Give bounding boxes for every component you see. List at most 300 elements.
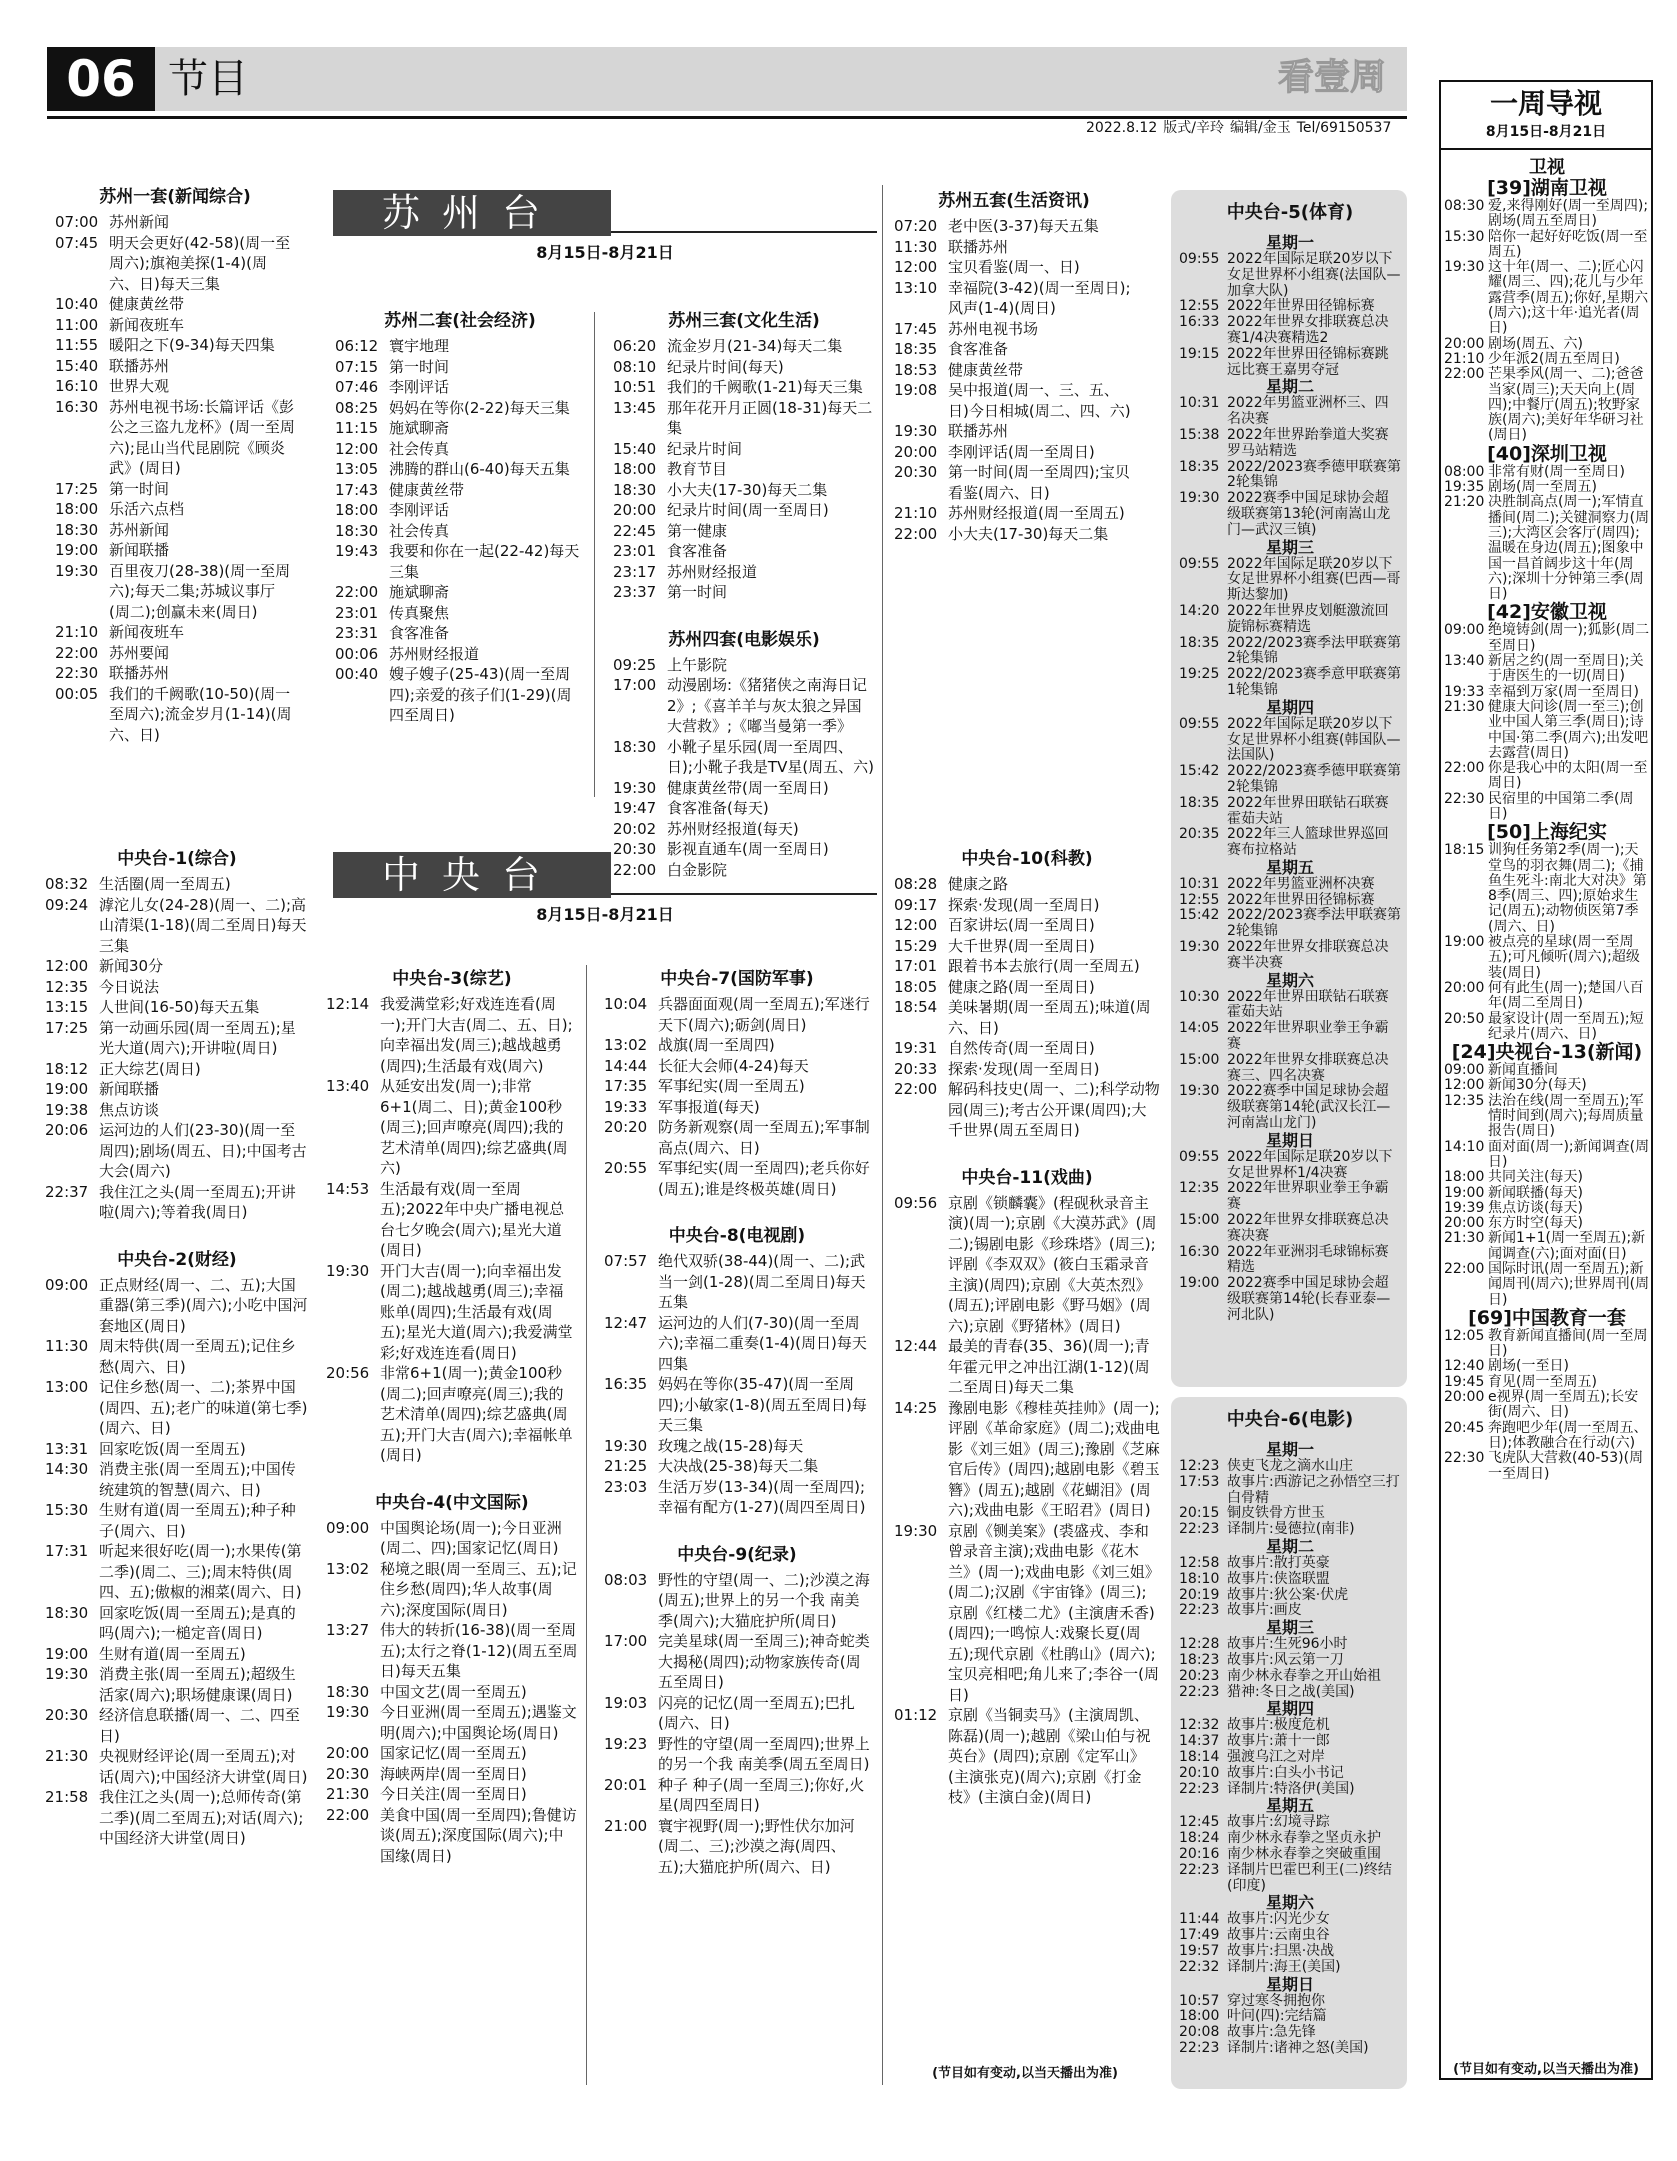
schedule-row bbox=[613, 521, 875, 542]
time: 22:45 bbox=[613, 521, 657, 540]
schedule-row bbox=[613, 860, 875, 881]
schedule-row bbox=[1444, 230, 1650, 261]
sidebar-note: (节目如有变动,以当天播出为准) bbox=[1453, 2062, 1639, 2077]
time: 19:45 bbox=[1444, 1373, 1485, 1390]
schedule-row bbox=[1179, 315, 1401, 347]
schedule-row bbox=[1179, 1213, 1401, 1245]
schedule-row bbox=[894, 936, 1160, 957]
time: 19:38 bbox=[45, 1100, 89, 1119]
time: 21:20 bbox=[1444, 494, 1485, 511]
program: 我住江之头(周一);总师传奇(第二季)(周二至周五);对话(周六);中国经济大讲堂(周日) bbox=[99, 1788, 304, 1847]
program: 野性的守望(周一至周四);世界上的另一个我 南美季(周五至周日) bbox=[658, 1734, 870, 1773]
program: 李刚评话 bbox=[389, 378, 450, 396]
program: 种子 种子(周一至周三);你好,火星(周四至周日) bbox=[658, 1775, 865, 1814]
channel-title: 中央台-11(戏曲) bbox=[961, 1167, 1093, 1188]
program: 新闻联播 bbox=[109, 541, 170, 559]
schedule-row bbox=[604, 1775, 870, 1816]
program: 2022年世界女排联赛总决赛1/4决赛精选2 bbox=[1227, 314, 1389, 346]
program: 2022年国际足联20岁以下女足世界杯小组赛(法国队—加拿大队) bbox=[1227, 251, 1401, 299]
issue-date: 2022.8.12 bbox=[1086, 120, 1158, 136]
program: 故事片:西游记之孙悟空三打白骨精 bbox=[1227, 1473, 1400, 1506]
schedule-row bbox=[894, 1079, 1160, 1141]
program: 译制片:曼德拉(南非) bbox=[1227, 1521, 1355, 1538]
program: 新居之约(周一至周日);关于唐医生的一切(周日) bbox=[1488, 653, 1644, 685]
time: 19:30 bbox=[894, 422, 938, 440]
time: 09:00 bbox=[326, 1518, 370, 1537]
time: 13:00 bbox=[45, 1378, 89, 1396]
time: 11:55 bbox=[55, 336, 99, 354]
schedule-row bbox=[604, 994, 870, 1035]
time: 11:15 bbox=[335, 419, 379, 437]
time: 12:58 bbox=[1179, 1554, 1220, 1571]
program: 2022赛季中国足球协会超级联赛第13轮(河南嵩山龙门—武汉三镇) bbox=[1227, 490, 1391, 538]
time: 19:33 bbox=[1444, 683, 1485, 700]
time: 11:30 bbox=[45, 1337, 89, 1355]
time: 09:00 bbox=[1444, 622, 1485, 639]
time: 14:25 bbox=[894, 1398, 938, 1417]
time: 10:40 bbox=[55, 295, 99, 313]
time: 22:32 bbox=[1179, 1958, 1220, 1975]
schedule-row bbox=[1179, 1750, 1401, 1766]
program: 健康黄丝带 bbox=[948, 360, 1024, 379]
program: 食客准备(每天) bbox=[667, 799, 769, 817]
time: 19:15 bbox=[1179, 345, 1220, 362]
schedule-row bbox=[335, 664, 585, 726]
brand-logo: 看壹周 bbox=[1278, 57, 1387, 98]
channel-title: 中央台-7(国防军事) bbox=[660, 969, 814, 989]
sidebar-title: 一周导视 bbox=[1489, 87, 1602, 120]
schedule-row bbox=[1179, 796, 1401, 828]
program: 2022年国际足联20岁以下女足世界杯1/4决赛 bbox=[1227, 1148, 1393, 1181]
schedule-row bbox=[55, 684, 295, 746]
time: 14:37 bbox=[1179, 1733, 1220, 1750]
schedule-row bbox=[335, 418, 585, 439]
program: 长征大会师(4-24)每天 bbox=[658, 1056, 809, 1075]
time: 06:20 bbox=[613, 337, 657, 355]
program: 2022/2023赛季法甲联赛第2轮集锦 bbox=[1227, 634, 1401, 667]
time: 20:00 bbox=[1444, 979, 1485, 996]
schedule-row bbox=[335, 582, 585, 603]
schedule-row bbox=[1444, 1186, 1650, 1201]
schedule-row bbox=[1179, 396, 1401, 428]
cctv-dates: 8月15日-8月21日 bbox=[536, 905, 674, 924]
schedule-row bbox=[1179, 252, 1401, 299]
section-title: 节目 bbox=[168, 56, 248, 102]
time: 12:23 bbox=[1179, 1458, 1220, 1474]
schedule-row bbox=[326, 1620, 578, 1682]
schedule-row bbox=[613, 839, 875, 860]
program: 故事片:风云第一刀 bbox=[1227, 1651, 1344, 1668]
program: 第一动画乐园(周一至周五);星光大道(周六);开讲啦(周日) bbox=[99, 1018, 296, 1057]
schedule-row bbox=[894, 360, 1134, 381]
schedule-row bbox=[604, 1313, 870, 1375]
schedule-row bbox=[335, 500, 585, 521]
schedule-row bbox=[326, 1805, 578, 1867]
time: 13:05 bbox=[335, 460, 379, 478]
schedule-row bbox=[1179, 667, 1401, 699]
time: 22:00 bbox=[613, 860, 657, 879]
schedule-row bbox=[894, 278, 1134, 319]
time: 19:30 bbox=[1179, 939, 1220, 956]
schedule-row bbox=[1179, 604, 1401, 636]
program: 自然传奇(周一至周日) bbox=[948, 1039, 1095, 1057]
time: 18:35 bbox=[1179, 458, 1220, 475]
schedule-row bbox=[1444, 623, 1650, 654]
time: 12:55 bbox=[1179, 891, 1220, 908]
channel-title: 苏州一套(新闻综合) bbox=[99, 187, 251, 207]
program: 2022年世界田径锦标赛 bbox=[1227, 298, 1375, 315]
time: 23:01 bbox=[335, 603, 379, 622]
col-suzhou1 bbox=[55, 178, 295, 745]
program: 李刚评话 bbox=[389, 501, 450, 519]
schedule-row bbox=[613, 655, 875, 676]
program: 妈妈在等你(35-47)(周一至周四);小敏家(1-8)(周五至周日)每天三集 bbox=[658, 1375, 867, 1434]
time: 20:45 bbox=[1444, 1419, 1485, 1436]
schedule-row bbox=[55, 643, 295, 664]
schedule-row bbox=[1179, 1245, 1401, 1277]
time: 13:15 bbox=[45, 998, 89, 1016]
program: 嫂子嫂子(25-43)(周一至周四);亲爱的孩子们(1-29)(周四至周日) bbox=[389, 665, 572, 724]
schedule-row bbox=[1444, 337, 1650, 352]
channel-title: 中央台-9(纪录) bbox=[677, 1544, 797, 1565]
program: 教育新闻直播间(周一至周日) bbox=[1488, 1327, 1648, 1360]
program: 妈妈在等你(2-22)每天三集 bbox=[389, 398, 570, 417]
program: 军事报道(每天) bbox=[658, 1097, 760, 1116]
schedule-row bbox=[894, 462, 1134, 503]
program: 那年花开月正圆(18-31)每天二集 bbox=[667, 398, 873, 437]
program: 故事片:狄公案·伏虎 bbox=[1227, 1586, 1349, 1603]
program: 故事片:萧十一郎 bbox=[1227, 1733, 1330, 1750]
schedule-row bbox=[45, 1100, 309, 1121]
time: 20:50 bbox=[1444, 1010, 1485, 1027]
schedule-row bbox=[894, 1705, 1160, 1808]
time: 15:30 bbox=[1444, 228, 1485, 245]
schedule-row bbox=[1179, 1815, 1401, 1831]
program: 2022年世界女排联赛总决赛三、四名决赛 bbox=[1227, 1051, 1389, 1084]
time: 12:00 bbox=[894, 258, 938, 276]
time: 07:20 bbox=[894, 217, 938, 235]
time: 20:35 bbox=[1179, 826, 1220, 843]
program: 飞虎队大营救(40-53)(周一至周日) bbox=[1488, 1450, 1644, 1482]
time: 10:31 bbox=[1179, 875, 1220, 892]
program: 苏州电视书场 bbox=[948, 319, 1039, 338]
time: 12:05 bbox=[1444, 1327, 1485, 1344]
divider bbox=[594, 312, 595, 797]
time: 14:44 bbox=[604, 1056, 648, 1075]
schedule-row bbox=[1444, 700, 1650, 761]
time: 12:40 bbox=[1444, 1358, 1485, 1375]
schedule-row bbox=[55, 561, 295, 623]
time: 17:35 bbox=[604, 1077, 648, 1095]
schedule-row bbox=[55, 540, 295, 561]
time: 19:30 bbox=[326, 1703, 370, 1721]
time: 22:23 bbox=[1179, 1521, 1220, 1538]
schedule-row bbox=[1179, 347, 1401, 379]
program: 从延安出发(周一);非常6+1(周二、日);黄金100秒(周三);回声嘹亮(周四);我的艺术清单(周四);综艺盛典(周六) bbox=[380, 1077, 568, 1177]
time: 17:49 bbox=[1179, 1927, 1220, 1944]
schedule-row bbox=[326, 1518, 578, 1559]
time: 19:30 bbox=[1444, 259, 1485, 276]
schedule-row bbox=[326, 1179, 578, 1261]
time: 18:35 bbox=[1179, 634, 1220, 651]
header-bar bbox=[47, 47, 1407, 111]
program: 穿过寒冬拥抱你 bbox=[1227, 1992, 1325, 2009]
schedule-row bbox=[1179, 1928, 1401, 1944]
program: 我爱满堂彩;好戏连连看(周一);开门大吉(周二、五、日);向幸福出发(周三);越战越勇(周四);生活最有戏(周六) bbox=[380, 995, 573, 1075]
schedule-row bbox=[326, 1559, 578, 1621]
time: 22:00 bbox=[894, 1080, 938, 1098]
program: 生财有道(周一至周五) bbox=[99, 1644, 246, 1663]
schedule-row bbox=[1179, 1475, 1401, 1507]
program: 美食中国(周一至周四);鲁健访谈(周五);深度国际(周六);中国缘(周日) bbox=[380, 1805, 577, 1865]
program: 联播苏州 bbox=[109, 664, 170, 682]
time: 18:24 bbox=[1179, 1830, 1220, 1847]
time: 01:12 bbox=[894, 1706, 938, 1724]
time: 14:30 bbox=[45, 1460, 89, 1478]
schedule-row bbox=[55, 376, 295, 397]
program: 我们的千阙歌(10-50)(周一至周六);流金岁月(1-14)(周六、日) bbox=[109, 684, 292, 744]
time: 07:57 bbox=[604, 1252, 648, 1270]
time: 20:30 bbox=[326, 1764, 370, 1783]
time: 20:15 bbox=[1179, 1505, 1220, 1522]
time: 16:30 bbox=[1179, 1243, 1220, 1260]
time: 19:30 bbox=[604, 1436, 648, 1455]
program: 中国舆论场(周一);今日亚洲(周二、四);国家记忆(周日) bbox=[380, 1518, 562, 1557]
time: 11:30 bbox=[894, 237, 938, 256]
program: 2022年三人篮球世界巡回赛布拉格站 bbox=[1227, 826, 1389, 859]
schedule-row bbox=[45, 1059, 309, 1080]
time: 00:06 bbox=[335, 644, 379, 663]
schedule-row bbox=[1179, 2025, 1401, 2041]
page-meta bbox=[1080, 118, 1391, 138]
schedule-row bbox=[604, 1631, 870, 1693]
schedule-row bbox=[604, 1374, 870, 1436]
time: 12:28 bbox=[1179, 1636, 1220, 1653]
time: 09:24 bbox=[45, 895, 89, 914]
program: 寰宇视野(周一);野性伏尔加河(周二、三);沙漠之海(周四、五);大猫庇护所(周六、日) bbox=[658, 1816, 855, 1876]
program: 故事片:生死96小时 bbox=[1227, 1636, 1348, 1653]
program: 健康之路 bbox=[948, 875, 1009, 893]
program: 小大夫(17-30)每天二集 bbox=[667, 480, 828, 499]
schedule-row bbox=[45, 997, 309, 1018]
time: 18:30 bbox=[613, 480, 657, 499]
program: 新闻30分(每天) bbox=[1488, 1077, 1587, 1094]
program: 侠吏飞龙之滴水山庄 bbox=[1227, 1458, 1353, 1474]
schedule-row bbox=[45, 1459, 309, 1500]
schedule-row bbox=[45, 1541, 309, 1603]
time: 21:30 bbox=[1444, 1230, 1485, 1247]
time: 16:35 bbox=[604, 1375, 648, 1393]
suzhou-band-line bbox=[611, 231, 877, 233]
channel-title: [24]央视台-13(新闻) bbox=[1451, 1041, 1643, 1064]
schedule-row bbox=[1444, 685, 1650, 700]
program: 探索·发现(周一至周日) bbox=[948, 895, 1100, 914]
program: 宝贝看鉴(周一、日) bbox=[948, 258, 1080, 276]
schedule-row bbox=[335, 459, 585, 480]
time: 11:44 bbox=[1179, 1911, 1220, 1928]
schedule-row bbox=[894, 524, 1134, 545]
program: 法治在线(周一至周五);军情时间到(周六);每周质量报告(周日) bbox=[1488, 1092, 1644, 1140]
program: 2022/2023赛季德甲联赛第2轮集锦 bbox=[1227, 458, 1401, 491]
schedule-row bbox=[1179, 827, 1401, 859]
program: 生财有道(周一至周五);种子种子(周六、日) bbox=[99, 1501, 296, 1540]
time: 07:00 bbox=[55, 213, 99, 231]
time: 18:00 bbox=[335, 501, 379, 519]
time: 15:29 bbox=[894, 936, 938, 955]
program: 2022年世界职业拳王争霸赛 bbox=[1227, 1020, 1389, 1053]
schedule-row bbox=[1179, 557, 1401, 604]
schedule-row bbox=[1179, 1276, 1401, 1323]
program: 军事纪实(周一至周四);老兵你好(周五);谁是终极英雄(周日) bbox=[658, 1159, 870, 1198]
weekday: 星期六 bbox=[1265, 970, 1314, 990]
schedule-row bbox=[335, 603, 585, 624]
program: 生活圈(周一至周五) bbox=[99, 875, 231, 893]
channel-title: 中央台-2(财经) bbox=[117, 1249, 237, 1270]
time: 19:30 bbox=[613, 778, 657, 797]
program: 豫剧电影《穆桂英挂帅》(周一);评剧《革命家庭》(周二);戏曲电影《刘三姐》(周三);豫剧《芝麻官后传》(周四);越剧电影《碧玉簪》(周五);越剧《花蝴泪》(周六);戏曲电影《王昭君》(周日) bbox=[948, 1398, 1160, 1519]
program: 联播苏州 bbox=[109, 356, 170, 375]
col-cctv6 bbox=[1179, 1403, 1401, 2057]
time: 10:04 bbox=[604, 995, 648, 1013]
schedule-row bbox=[326, 1743, 578, 1764]
program: 海峡两岸(周一至周日) bbox=[380, 1764, 527, 1783]
time: 19:00 bbox=[1179, 1275, 1220, 1292]
program: 第一时间 bbox=[389, 357, 450, 376]
program: 乐活六点档 bbox=[109, 500, 185, 518]
program: 社会传真 bbox=[389, 439, 450, 458]
time: 09:17 bbox=[894, 895, 938, 914]
program: 玫瑰之战(15-28)每天 bbox=[658, 1436, 804, 1455]
editor-credit: 编辑/金玉 bbox=[1229, 120, 1291, 136]
schedule-row bbox=[1444, 1094, 1650, 1140]
schedule-row bbox=[1179, 1685, 1401, 1701]
schedule-row bbox=[1179, 1782, 1401, 1798]
schedule-row bbox=[604, 1734, 870, 1775]
col-suzhou2 bbox=[335, 302, 585, 726]
weekday: 星期一 bbox=[1265, 233, 1314, 252]
schedule-row bbox=[45, 956, 309, 977]
program: 暖阳之下(9-34)每天四集 bbox=[109, 336, 275, 354]
schedule-row bbox=[1444, 843, 1650, 935]
time: 19:47 bbox=[613, 799, 657, 817]
program: 听起来很好吃(周一);水果传(第二季)(周二、三);周末特供(周四、五);傲椒的湘菜(周六、日) bbox=[99, 1542, 302, 1601]
program: 记住乡愁(周一、二);茶界中国(周四、五);老广的味道(第七季)(周六、日) bbox=[99, 1378, 308, 1437]
program: 新闻直播间 bbox=[1488, 1062, 1558, 1079]
program: e视界(周一至周五);长安街(周六、日) bbox=[1488, 1389, 1639, 1421]
schedule-row bbox=[55, 212, 295, 233]
program: 苏州财经报道 bbox=[667, 562, 758, 581]
time: 14:53 bbox=[326, 1179, 370, 1198]
schedule-row bbox=[1179, 1181, 1401, 1213]
time: 12:32 bbox=[1179, 1717, 1220, 1734]
program: 国际时讯(周一至周五);新闻周刊(周六);世界周刊(周日) bbox=[1488, 1261, 1650, 1308]
program: 中国文艺(周一至周五) bbox=[380, 1682, 527, 1701]
schedule-row bbox=[335, 336, 585, 357]
program: 吴中报道(周一、三、五、日)今日相城(周二、四、六) bbox=[948, 381, 1131, 420]
schedule-row bbox=[894, 895, 1160, 916]
col-suzhou34 bbox=[613, 302, 875, 880]
program: 2022年男篮亚洲杯决赛 bbox=[1227, 875, 1375, 892]
program: 2022年世界女排联赛总决赛半决赛 bbox=[1227, 939, 1389, 971]
program: 南少林永春拳之坚贞永护 bbox=[1227, 1830, 1381, 1847]
suzhou-dates: 8月15日-8月21日 bbox=[536, 243, 674, 262]
program: 食客准备 bbox=[948, 340, 1009, 358]
program: 今日关注(周一至周日) bbox=[380, 1785, 527, 1803]
schedule-row bbox=[1444, 1201, 1650, 1216]
time: 20:00 bbox=[1444, 335, 1485, 352]
channel-title: 中央台-5(体育) bbox=[1226, 202, 1354, 223]
time: 08:10 bbox=[613, 357, 657, 376]
time: 19:00 bbox=[45, 1080, 89, 1098]
time: 21:10 bbox=[894, 504, 938, 522]
schedule-row bbox=[894, 380, 1134, 421]
schedule-row bbox=[335, 357, 585, 378]
sidebar-subtitle: 卫视 bbox=[1529, 157, 1565, 178]
schedule-row bbox=[326, 1784, 578, 1805]
program: 最家设计(周一至周五);短纪录片(周六、日) bbox=[1488, 1010, 1644, 1042]
time: 19:00 bbox=[45, 1644, 89, 1663]
schedule-row bbox=[1179, 428, 1401, 460]
divider bbox=[586, 965, 587, 2085]
time: 08:00 bbox=[1444, 463, 1485, 480]
program: 伟大的转折(16-38)(周一至周五);太行之脊(1-12)(周五至周日)每天五集 bbox=[380, 1621, 578, 1680]
time: 19:30 bbox=[894, 1521, 938, 1540]
schedule-row bbox=[1179, 940, 1401, 972]
schedule-row bbox=[45, 1664, 309, 1705]
program: 李刚评话(周一至周日) bbox=[948, 442, 1095, 461]
program: 京剧《当铜卖马》(主演周凯、陈磊)(周一);越剧《梁山伯与祝英台》(周四);京剧《定军山》(主演张克)(周六);京剧《打金枝》(主演白金)(周日) bbox=[948, 1706, 1151, 1806]
schedule-row bbox=[335, 623, 585, 644]
schedule-row bbox=[1179, 1588, 1401, 1604]
channel-title: 中央台-3(综艺) bbox=[392, 969, 512, 989]
program: 兵器面面观(周一至周五);军迷行天下(周六);砺剑(周日) bbox=[658, 995, 870, 1034]
schedule-row bbox=[45, 1746, 309, 1787]
time: 07:15 bbox=[335, 357, 379, 376]
schedule-row bbox=[1179, 1766, 1401, 1782]
schedule-row bbox=[1179, 1084, 1401, 1131]
program: 剧场(周一至周五) bbox=[1488, 479, 1597, 496]
program: 东方时空(每天) bbox=[1488, 1215, 1583, 1232]
time: 19:25 bbox=[1179, 666, 1220, 683]
schedule-row bbox=[1179, 1637, 1401, 1653]
schedule-row bbox=[1179, 1506, 1401, 1522]
program: 经济信息联播(周一、二、四至日) bbox=[99, 1706, 300, 1745]
program: 生活最有戏(周一至周五);2022年中央广播电视总台七夕晚会(周六);星光大道(周日) bbox=[380, 1179, 565, 1259]
schedule-row bbox=[1179, 1556, 1401, 1572]
schedule-row bbox=[1444, 761, 1650, 792]
time: 17:53 bbox=[1179, 1473, 1220, 1490]
schedule-row bbox=[55, 520, 295, 541]
time: 22:23 bbox=[1179, 1780, 1220, 1797]
weekday: 星期四 bbox=[1265, 1699, 1314, 1719]
time: 18:35 bbox=[894, 340, 938, 358]
time: 19:35 bbox=[1444, 479, 1485, 496]
program: 少年派2(周五至周日) bbox=[1488, 350, 1620, 367]
program: 陪你一起好好吃饭(周一至周五) bbox=[1488, 228, 1648, 260]
schedule-row bbox=[1179, 299, 1401, 315]
channel-title: 苏州三套(文化生活) bbox=[668, 311, 820, 331]
program: 白金影院 bbox=[667, 860, 728, 879]
time: 21:30 bbox=[326, 1785, 370, 1803]
program: 你是我心中的太阳(周一至周日) bbox=[1488, 760, 1648, 792]
program: 民宿里的中国第二季(周日) bbox=[1488, 790, 1634, 822]
program: 叶问(四):完结篇 bbox=[1227, 2008, 1327, 2025]
program: 奔跑吧少年(周一至周五、日);体教融合在行动(六) bbox=[1488, 1419, 1648, 1451]
schedule-row bbox=[1179, 1734, 1401, 1750]
program: 2022赛季中国足球协会超级联赛第14轮(武汉长江—河南嵩山龙门) bbox=[1227, 1083, 1391, 1132]
program: 2022年世界女排联赛总决赛决赛 bbox=[1227, 1212, 1389, 1244]
program: 健康黄丝带(周一至周日) bbox=[667, 778, 829, 797]
